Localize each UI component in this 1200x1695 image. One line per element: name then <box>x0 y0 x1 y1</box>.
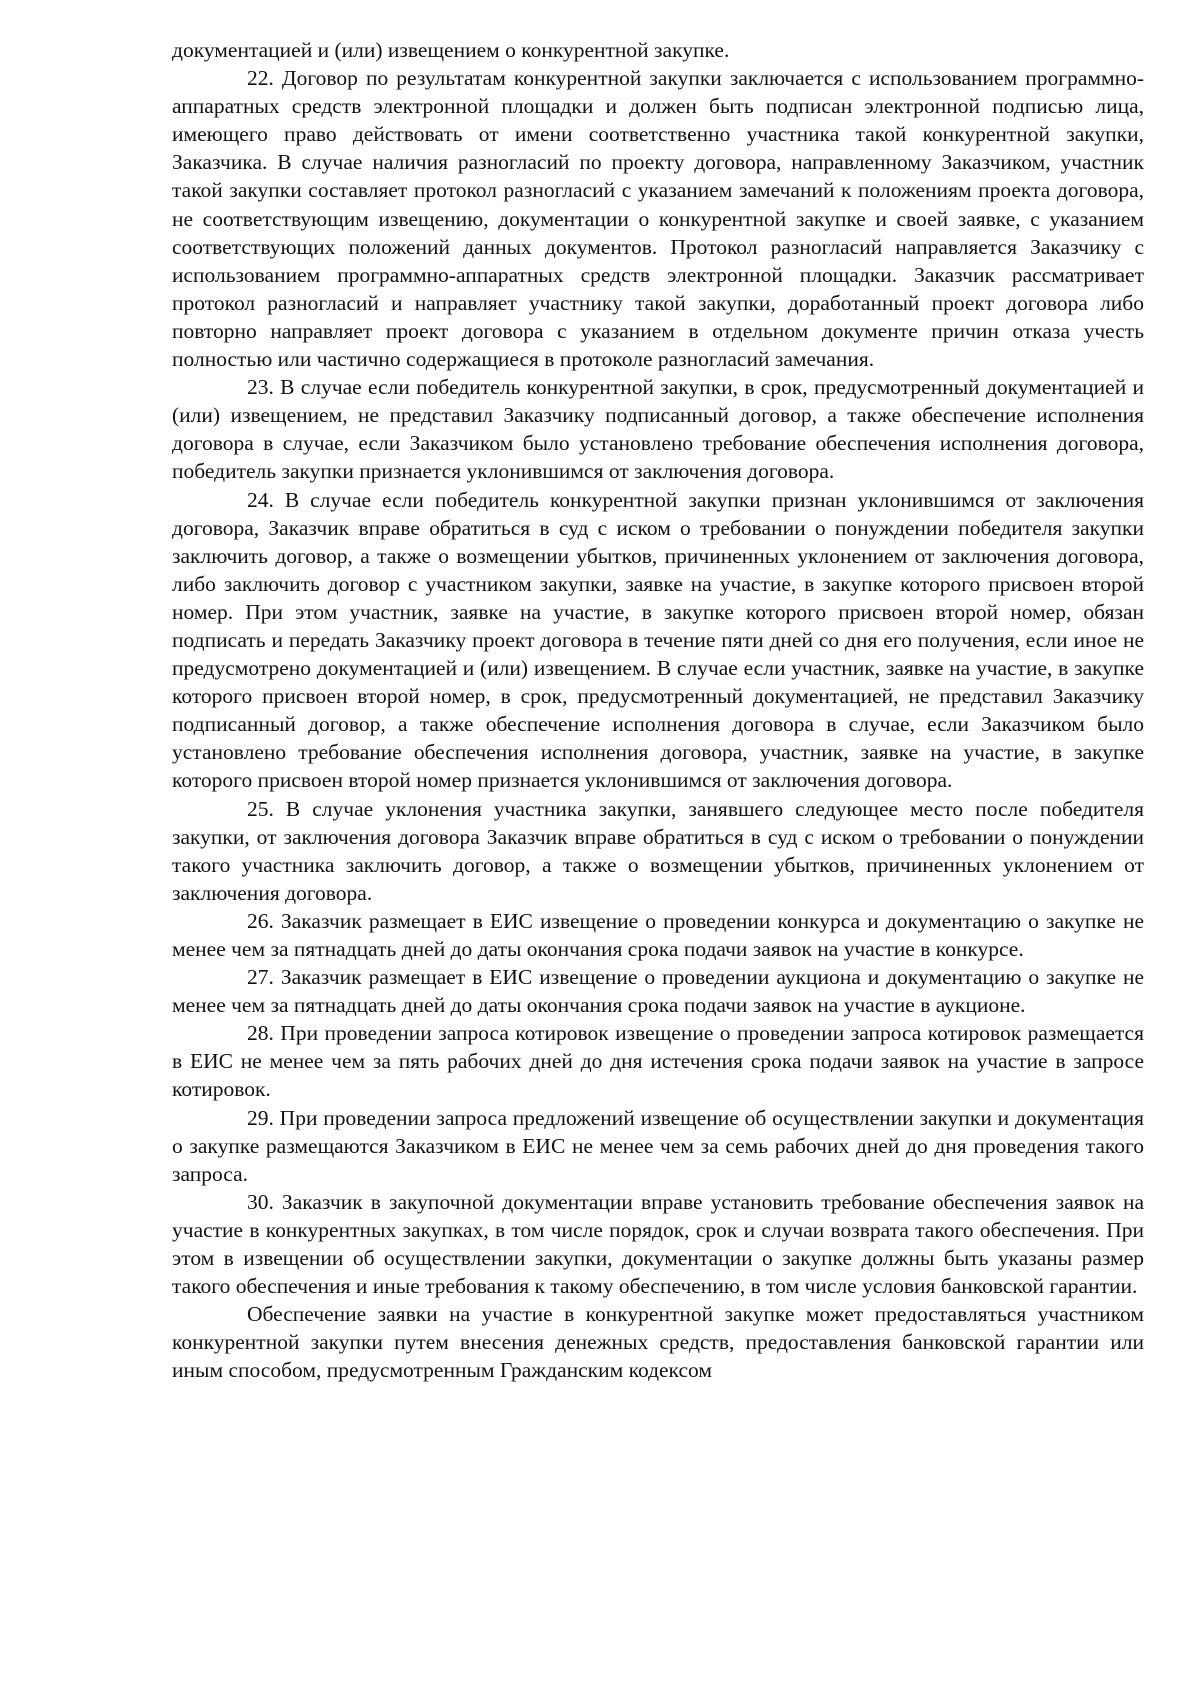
paragraph-continuation: документацией и (или) извещением о конкурентной закупке. <box>172 38 730 62</box>
paragraph-25: 25. В случае уклонения участника закупки, занявшего следующее место после победителя закупки, от заключения договора Заказчик вправе обратиться в суд с иском о требовании о понуждении такого участника заключить договор, а также о возмещении убытков, причиненных уклонением от заключения договора. <box>172 796 1144 905</box>
paragraph-28: 28. При проведении запроса котировок извещение о проведении запроса котировок размещается в ЕИС не менее чем за пять рабочих дней до дня истечения срока подачи заявок на участие в запросе котировок. <box>172 1021 1144 1102</box>
paragraph-29: 29. При проведении запроса предложений извещение об осуществлении закупки и документация о закупке размещаются Заказчиком в ЕИС не менее чем за семь рабочих дней до дня проведения такого запроса. <box>172 1105 1144 1186</box>
paragraph-30-continuation: Обеспечение заявки на участие в конкурентной закупке может предоставляться участником конкурентной закупки путем внесения денежных средств, предоставления банковской гарантии или иным способом, предусмотренным Гражданским кодексом <box>172 1302 1144 1383</box>
paragraph-22: 22. Договор по результатам конкурентной закупки заключается с использованием программно-аппаратных средств электронной площадки и должен быть подписан электронной подписью лица, имеющего право действовать от имени соответственно участника такой конкурентной закупки, Заказчика. В случае наличия разногласий по проекту договора, направленному Заказчиком, участник такой закупки составляет протокол разногласий с указанием замечаний к положениям проекта договора, не соответствующим извещению, документации о конкурентной закупке и своей заявке, с указанием соответствующих положений данных документов. Протокол разногласий направляется Заказчику с использованием программно-аппаратных средств электронной площадки. Заказчик рассматривает протокол разногласий и направляет участнику такой закупки, доработанный проект договора либо повторно направляет проект договора с указанием в отдельном документе причин отказа учесть полностью или частично содержащиеся в протоколе разногласий замечания. <box>172 66 1144 372</box>
paragraph-30: 30. Заказчик в закупочной документации вправе установить требование обеспечения заявок на участие в конкурентных закупках, в том числе порядок, срок и случаи возврата такого обеспечения. При этом в извещении об осуществлении закупки, документации о закупке должны быть указаны размер такого обеспечения и иные требования к такому обеспечению, в том числе условия банковской гарантии. <box>172 1189 1144 1299</box>
paragraph-23: 23. В случае если победитель конкурентной закупки, в срок, предусмотренный документацией и (или) извещением, не представил Заказчику подписанный договор, а также обеспечение исполнения договора в случае, если Заказчиком было установлено требование обеспечения исполнения договора, победитель закупки признается уклонившимся от заключения договора. <box>172 375 1144 484</box>
paragraph-27: 27. Заказчик размещает в ЕИС извещение о проведении аукциона и документацию о закупке не менее чем за пятнадцать дней до даты окончания срока подачи заявок на участие в аукционе. <box>172 965 1144 1018</box>
paragraph-24: 24. В случае если победитель конкурентной закупки признан уклонившимся от заключения договора, Заказчик вправе обратиться в суд с иском о требовании о понуждении победителя закупки заключить договор, а также о возмещении убытков, причиненных уклонением от заключения договора, либо заключить договор с участником закупки, заявке на участие, в закупке которого присвоен второй номер. При этом участник, заявке на участие, в закупке которого присвоен второй номер, обязан подписать и передать Заказчику проект договора в течение пяти дней со дня его получения, если иное не предусмотрено документацией и (или) извещением. В случае если участник, заявке на участие, в закупке которого присвоен второй номер, в срок, предусмотренный документацией, не представил Заказчику подписанный договор, а также обеспечение исполнения договора в случае, если Заказчиком было установлено требование обеспечения исполнения договора, участник, заявке на участие, в закупке которого присвоен второй номер признается уклонившимся от заключения договора. <box>172 487 1144 793</box>
paragraph-26: 26. Заказчик размещает в ЕИС извещение о проведении конкурса и документацию о закупке не менее чем за пятнадцать дней до даты окончания срока подачи заявок на участие в конкурсе. <box>172 908 1144 961</box>
document-page <box>172 36 1144 1385</box>
